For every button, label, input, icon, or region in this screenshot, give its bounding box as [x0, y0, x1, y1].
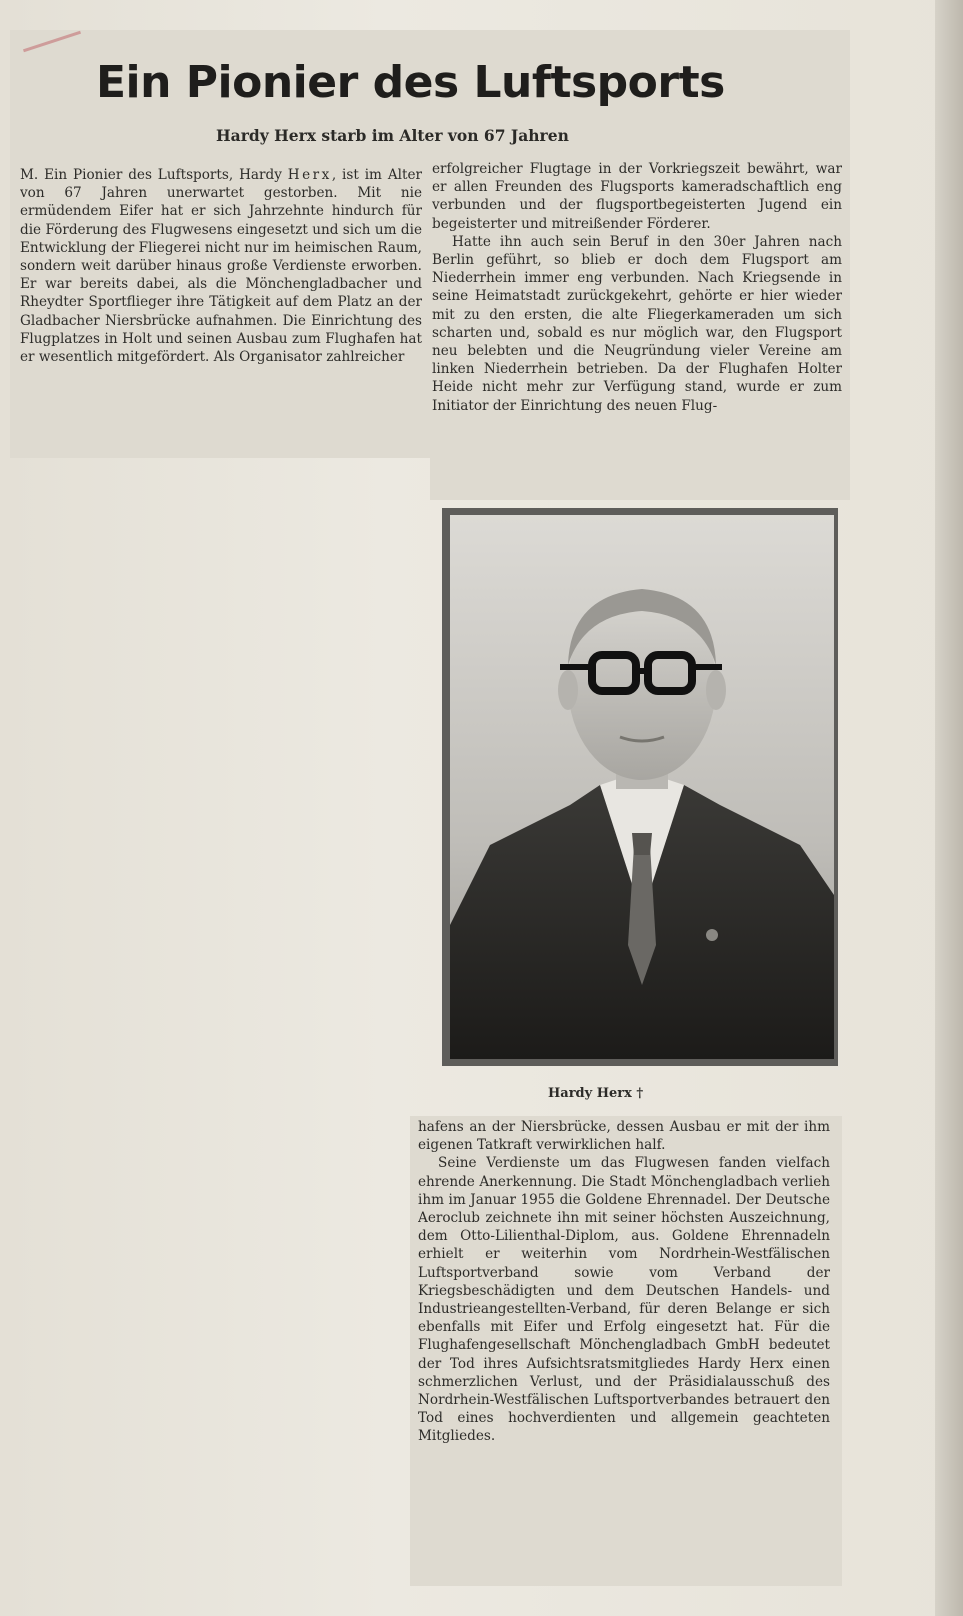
- spaced-name: Herx: [287, 167, 332, 183]
- paragraph: hafens an der Niersbrücke, dessen Ausbau er mit der ihm eigenen Tatkraft verwirklichen half.: [418, 1119, 830, 1154]
- portrait-illustration: [450, 515, 834, 1059]
- lead-text: M. Ein Pionier des Luftsports, Hardy: [20, 167, 288, 183]
- article-column-2: [432, 160, 842, 492]
- article-column-1: [20, 166, 422, 442]
- page-edge: [935, 0, 963, 1616]
- portrait-photo: [450, 515, 834, 1059]
- article-headline: Ein Pionier des Luftsports: [96, 57, 725, 108]
- article-column-3: [418, 1118, 830, 1588]
- photo-caption: Hardy Herx †: [548, 1086, 644, 1101]
- paragraph-text: , ist im Alter von 67 Jahren unerwartet gestorben. Mit nie ermüdendem Eifer hat er sich Jahrzehnte hindurch für die Förderung des Flugwesens eingesetzt und sich um die Entwicklung der Fliegerei nicht nur im heimischen Raum, sondern weit darüber hinaus große Verdienste erworben. Er war bereits dabei, als die Mönchengladbacher und Rheydter Sportflieger ihre Tätigkeit auf dem Platz an der Gladbacher Niersbrücke aufnahmen. Die Einrichtung des Flugplatzes in Holt und seinen Ausbau zum Flughafen hat er wesentlich mitgefördert. Als Organisator zahlreicher: [20, 167, 422, 366]
- paragraph: [20, 166, 422, 366]
- article-subheadline: Hardy Herx starb im Alter von 67 Jahren: [216, 126, 569, 145]
- paragraph: Seine Verdienste um das Flugwesen fanden vielfach ehrende Anerkennung. Die Stadt Mönchengladbach verlieh ihm im Januar 1955 die Goldene Ehrennadel. Der Deutsche Aeroclub zeichnete ihn mit seiner höchsten Auszeichnung, dem Otto-Lilienthal-Diplom, aus. Goldene Ehrennadeln erhielt er weiterhin vom Nordrhein-Westfälischen Luftsportverband sowie vom Verband der Kriegsbeschädigten und dem Deutschen Handels- und Industrieangestellten-Verband, für deren Belange er sich ebenfalls mit Eifer und Erfolg eingesetzt hat. Für die Flughafengesellschaft Mönchengladbach GmbH bedeutet der Tod ihres Aufsichtsratsmitgliedes Hardy Herx einen schmerzlichen Verlust, und der Präsidialausschuß des Nordrhein-Westfälischen Luftsportverbandes betrauert den Tod eines hochverdienten und allgemein geachteten Mitgliedes.: [418, 1155, 830, 1445]
- paragraph: erfolgreicher Flugtage in der Vorkriegszeit bewährt, war er allen Freunden des Flugsports kameradschaftlich eng verbunden und der flugsportbegeisterten Jugend ein begeisterter und mitreißender Förderer.: [432, 161, 842, 232]
- paragraph: Hatte ihn auch sein Beruf in den 30er Jahren nach Berlin geführt, so blieb er doch dem Flugsport am Niederrhein immer eng verbunden. Nach Kriegsende in seine Heimatstadt zurückgekehrt, gehörte er hier wieder mit zu den ersten, die alte Fliegerkameraden um sich scharten und, sobald es nur möglich war, den Flugsport neu belebten und die Neugründung vieler Vereine am linken Niederrhein betrieben. Da der Flughafen Holter Heide nicht mehr zur Verfügung stand, wurde er zum Initiator der Einrichtung des neuen Flug-: [432, 233, 842, 414]
